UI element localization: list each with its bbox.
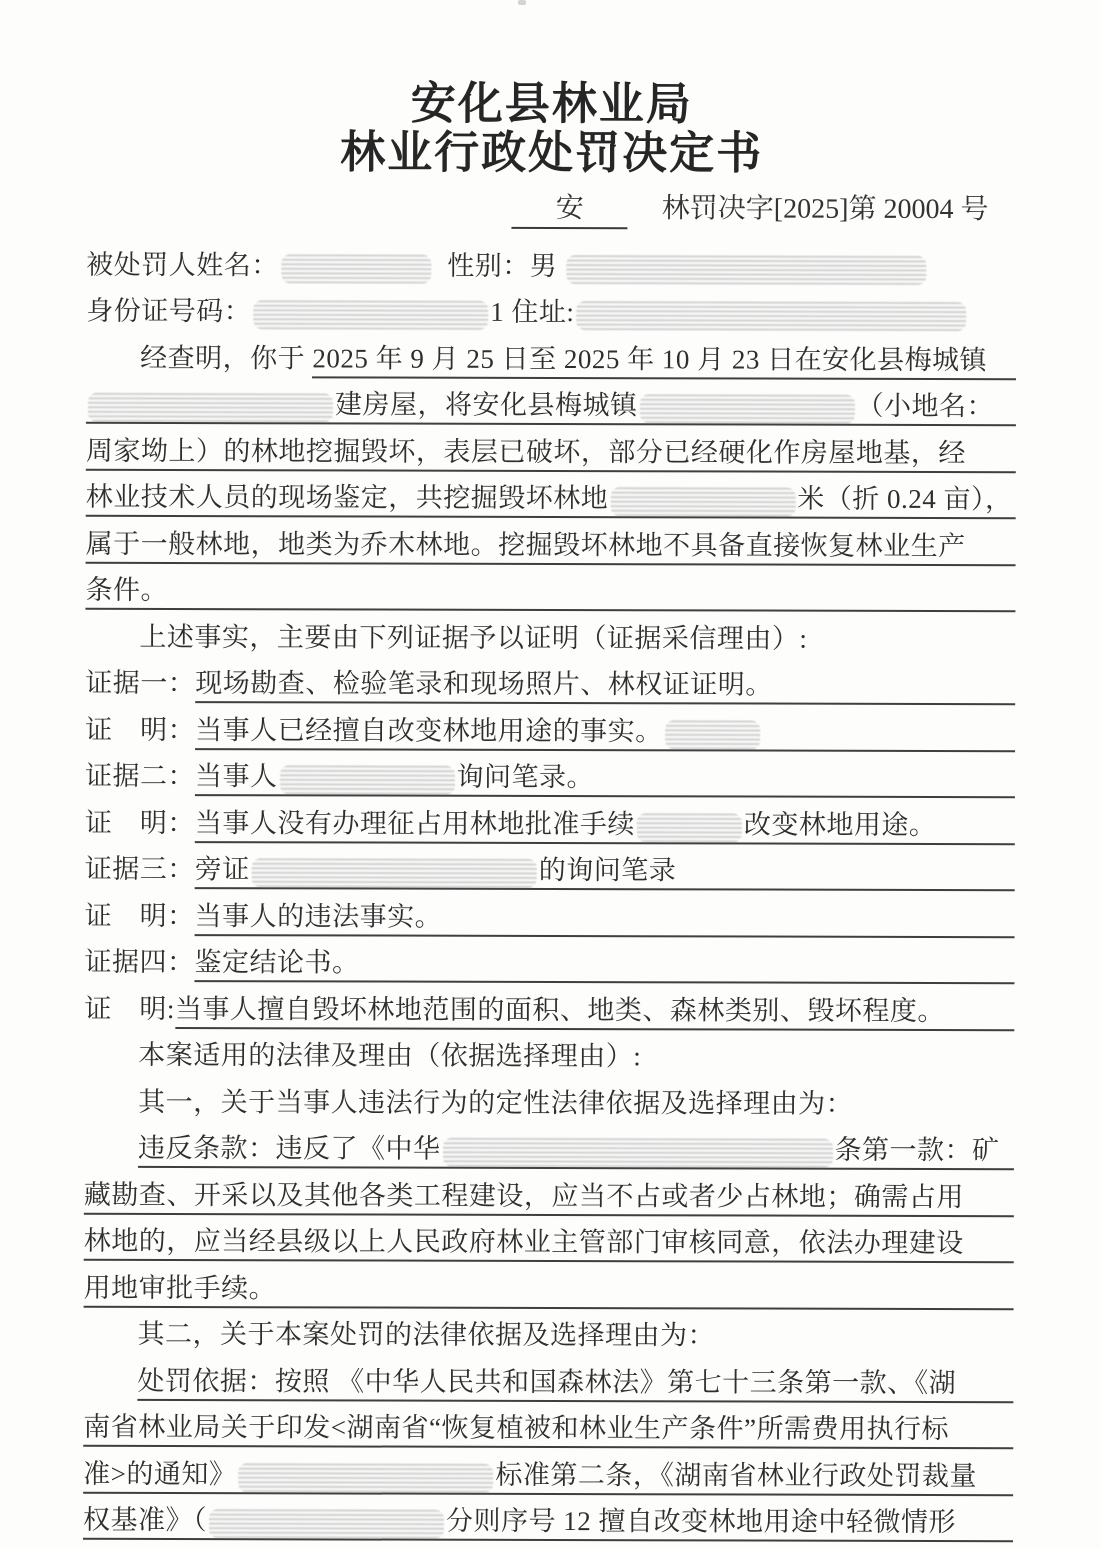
text-segment: 现场勘查、检验笔录和现场照片、林权证证明。 bbox=[195, 668, 773, 700]
text-segment: 改变林地用途。 bbox=[743, 809, 937, 840]
line-plain-part bbox=[138, 1080, 853, 1124]
text-segment: （小地名： bbox=[856, 390, 995, 422]
line-underlined-part bbox=[195, 894, 1015, 938]
text-segment: 证据三： bbox=[84, 853, 195, 885]
line-underlined-part bbox=[84, 1219, 1014, 1263]
line-plain-part bbox=[85, 707, 195, 749]
text-segment: 证据二： bbox=[84, 760, 196, 792]
body-line-law-intro bbox=[84, 1028, 1014, 1077]
redaction-blur bbox=[238, 1463, 493, 1493]
text-segment: 准>的通知》 bbox=[83, 1458, 237, 1489]
text-segment: 当事人擅自毁坏林地范围的面积、地类、森林类别、毁坏程度。 bbox=[174, 993, 945, 1026]
body-line-evidence-intro bbox=[85, 610, 1015, 659]
body-line-violation-4 bbox=[84, 1261, 1014, 1310]
line-underlined-part bbox=[138, 1126, 1014, 1170]
text-segment: 鉴定结论书。 bbox=[194, 947, 360, 978]
body-line-evidence-2 bbox=[85, 749, 1015, 798]
text-segment: 条件。 bbox=[85, 574, 169, 606]
body-line-penalty-basis-4 bbox=[83, 1493, 1013, 1542]
text-segment: 证 明: bbox=[84, 993, 175, 1024]
issuing-authority-title: 安化县林业局 bbox=[410, 78, 693, 130]
text-segment: 属于一般林地，地类为乔木林地。挖掘毁坏林地不具备直接恢复林业生产 bbox=[85, 528, 966, 561]
line-underlined-part bbox=[83, 1498, 1013, 1542]
text-segment: 证据一： bbox=[85, 667, 196, 699]
text-segment: 标准第二条，《湖南省林业行政处罚裁量 bbox=[495, 1459, 977, 1491]
text-segment: 证 明： bbox=[85, 714, 196, 745]
body-line-violation-1 bbox=[84, 1121, 1014, 1170]
document-lines bbox=[83, 238, 1016, 1542]
text-segment: 用地审批手续。 bbox=[83, 1272, 277, 1303]
body-line-proof-4 bbox=[84, 982, 1014, 1031]
text-segment: 林业技术人员的现场鉴定，共挖掘毁坏林地 bbox=[85, 481, 609, 514]
text-segment: 建房屋，将安化县梅城镇 bbox=[334, 389, 638, 421]
body-line-evidence-4 bbox=[84, 935, 1014, 984]
line-plain-part bbox=[86, 242, 928, 286]
line-underlined-part bbox=[83, 1405, 1013, 1449]
line-plain-part bbox=[85, 893, 195, 935]
line-plain-part bbox=[86, 289, 968, 333]
line-plain-part bbox=[84, 940, 194, 982]
body-line-law-second bbox=[83, 1307, 1013, 1356]
body-line-proof-3 bbox=[85, 889, 1015, 938]
text-segment: 2025 年 9 月 25 日至 2025 年 10 月 23 日在安化县梅城镇 bbox=[312, 342, 988, 375]
text-segment: 周家坳上）的林地挖掘毁坏，表层已破坏，部分已经硬化作房屋地基，经 bbox=[85, 435, 966, 468]
text-segment: 林地的，应当经县级以上人民政府林业主管部门审核同意，依法办理建设 bbox=[83, 1225, 964, 1259]
text-segment: 权基准》（ bbox=[83, 1504, 208, 1536]
line-underlined-part bbox=[83, 1451, 1013, 1495]
field-line-id-address bbox=[86, 284, 1016, 333]
text-segment: 当事人 bbox=[194, 761, 278, 792]
text-segment: 其二，关于本案处罚的法律依据及选择理由为： bbox=[137, 1319, 716, 1351]
line-underlined-part bbox=[86, 382, 1016, 426]
redaction-blur bbox=[665, 720, 760, 749]
line-underlined-part bbox=[137, 1359, 1013, 1403]
text-segment: 的询问笔录 bbox=[538, 855, 677, 886]
line-underlined-part bbox=[194, 940, 1014, 984]
line-underlined-part bbox=[86, 428, 1016, 472]
line-plain-part bbox=[140, 336, 312, 378]
line-underlined-part bbox=[86, 521, 1016, 565]
text-segment: 当事人没有办理征占用林地批准手续 bbox=[194, 807, 635, 839]
text-segment: 证据四： bbox=[84, 946, 195, 978]
body-line-facts-6 bbox=[85, 563, 1015, 612]
text-segment: 本案适用的法律及理由（依据选择理由）: bbox=[138, 1040, 642, 1072]
body-line-law-first bbox=[84, 1075, 1014, 1124]
line-underlined-part bbox=[85, 568, 1015, 612]
text-segment: 经查明，你于 bbox=[140, 342, 313, 373]
body-line-violation-3 bbox=[84, 1214, 1014, 1263]
line-plain-part bbox=[85, 800, 195, 842]
document-number bbox=[86, 185, 1016, 230]
line-underlined-part bbox=[195, 661, 1015, 705]
body-line-penalty-basis-3 bbox=[83, 1447, 1013, 1496]
redaction-blur bbox=[567, 255, 927, 285]
body-line-proof-2 bbox=[85, 796, 1015, 845]
doc-number-prefix-blank: 安 bbox=[512, 186, 628, 229]
line-plain-part bbox=[84, 986, 175, 1028]
line-plain-part bbox=[85, 661, 195, 703]
text-segment: 其一，关于当事人违法行为的定性法律依据及选择理由为： bbox=[138, 1086, 854, 1119]
text-segment: 身份证号码： bbox=[86, 295, 252, 327]
body-line-evidence-1 bbox=[85, 656, 1015, 705]
line-underlined-part bbox=[84, 1172, 1014, 1216]
redaction-blur bbox=[253, 300, 488, 330]
line-underlined-part bbox=[312, 336, 1016, 380]
line-plain-part bbox=[139, 615, 807, 659]
text-segment: 当事人已经擅自改变林地用途的事实。 bbox=[195, 714, 663, 746]
body-line-facts-3 bbox=[86, 424, 1016, 473]
line-underlined-part bbox=[195, 801, 1015, 845]
text-segment: 证 明： bbox=[84, 807, 195, 838]
body-line-facts-4 bbox=[86, 470, 1016, 519]
document-header bbox=[87, 79, 1017, 180]
line-underlined-part bbox=[195, 847, 1015, 891]
line-underlined-part bbox=[195, 754, 1015, 798]
text-segment: 南省林业局关于印发<湖南省“恢复植被和林业生产条件”所需费用执行标 bbox=[83, 1411, 950, 1445]
text-segment: 1 住址: bbox=[490, 296, 575, 328]
text-segment: 条第一款：矿 bbox=[834, 1134, 1000, 1166]
line-plain-part bbox=[85, 754, 195, 796]
text-segment: 询问笔录。 bbox=[456, 761, 595, 793]
text-segment: 被处罚人姓名： bbox=[86, 249, 279, 280]
text-segment: 证 明： bbox=[84, 900, 195, 931]
body-line-proof-1 bbox=[85, 703, 1015, 752]
text-segment: 分则序号 12 擅自改变林地用途中轻微情形 bbox=[446, 1505, 957, 1538]
line-plain-part bbox=[137, 1312, 715, 1356]
text-segment: 性别：男 bbox=[432, 250, 565, 281]
line-plain-part bbox=[138, 1033, 641, 1076]
redaction-blur bbox=[281, 254, 431, 283]
body-line-facts-2 bbox=[86, 377, 1016, 426]
line-underlined-part bbox=[86, 475, 1016, 519]
line-underlined-part bbox=[195, 708, 1015, 752]
body-line-penalty-basis-2 bbox=[83, 1400, 1013, 1449]
line-underlined-part bbox=[84, 1265, 1014, 1309]
redaction-blur bbox=[252, 858, 537, 888]
redaction-blur bbox=[209, 1509, 444, 1539]
redaction-blur bbox=[442, 1138, 832, 1168]
redaction-blur bbox=[639, 394, 854, 424]
redaction-blur bbox=[610, 487, 795, 516]
text-segment: 藏勘查、开采以及其他各类工程建设，应当不占或者少占林地；确需占用 bbox=[83, 1179, 964, 1212]
body-line-penalty-basis-1 bbox=[83, 1354, 1013, 1403]
body-line-evidence-3 bbox=[85, 842, 1015, 891]
redaction-blur bbox=[637, 813, 742, 842]
field-line-name-gender bbox=[86, 238, 1016, 287]
body-line-facts-5 bbox=[86, 517, 1016, 566]
text-segment: 旁证 bbox=[194, 854, 250, 885]
line-underlined-part bbox=[175, 987, 1015, 1031]
text-segment: 处罚依据：按照 《中华人民共和国森林法》第七十三条第一款、《湖 bbox=[137, 1365, 957, 1398]
text-segment: 违反条款：违反了《中华 bbox=[137, 1133, 441, 1164]
text-segment: 上述事实，主要由下列证据予以证明（证据采信理由）: bbox=[139, 621, 808, 654]
text-segment: 当事人的违法事实。 bbox=[194, 900, 443, 932]
text-segment: 米（折 0.24 亩）， bbox=[797, 483, 1013, 515]
redaction-blur bbox=[576, 301, 966, 331]
redaction-blur bbox=[88, 393, 333, 423]
line-plain-part bbox=[85, 847, 195, 889]
body-line-facts-1 bbox=[86, 331, 1016, 380]
document-type-title: 林业行政处罚决定书 bbox=[340, 127, 764, 179]
body-line-violation-2 bbox=[84, 1168, 1014, 1217]
doc-number-text: 林罚决字[2025]第 20004 号 bbox=[661, 193, 989, 226]
redaction-blur bbox=[279, 765, 454, 794]
